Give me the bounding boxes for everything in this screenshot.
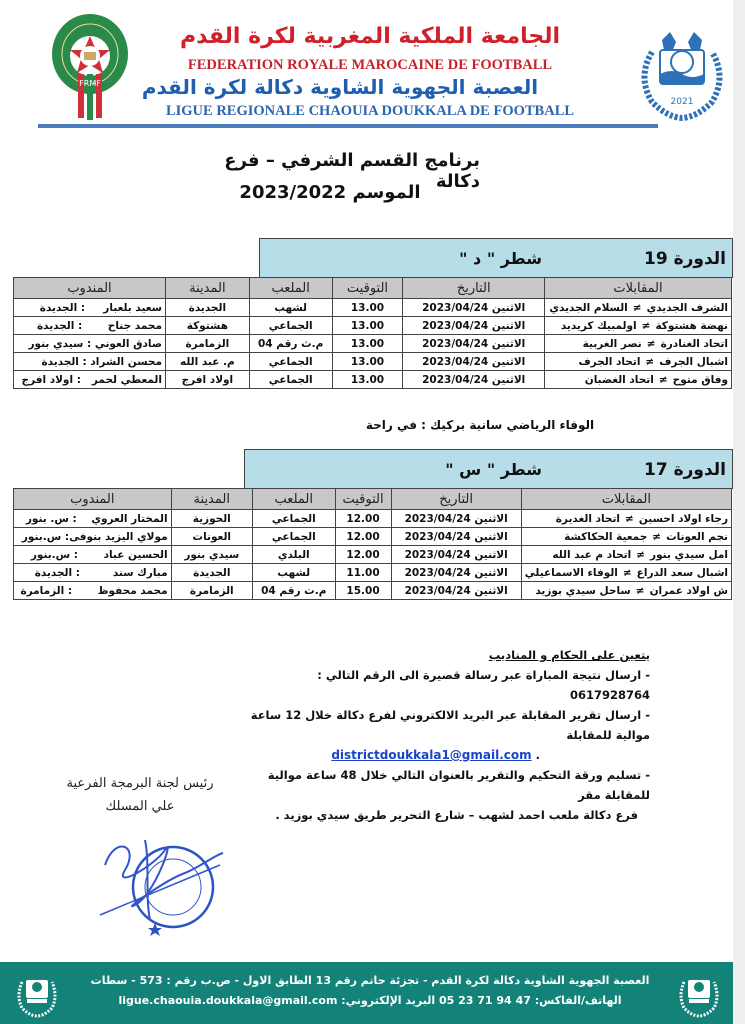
- match-row: [14, 582, 732, 600]
- match-date: الاثنين 2023/04/24: [391, 546, 521, 564]
- match-time: 13.00: [332, 353, 403, 371]
- match-cell: [521, 582, 731, 600]
- group-d-table: [13, 277, 732, 389]
- federation-name-french: FEDERATION ROYALE MAROCAINE DE FOOTBALL: [187, 57, 553, 73]
- col-header-city: المدينة: [165, 278, 249, 299]
- match-stadium: الجماعي: [252, 510, 335, 528]
- versus-icon: ≠: [652, 530, 662, 543]
- match-city: سيدي بنور: [171, 546, 252, 564]
- match-row: [14, 528, 732, 546]
- match-row: [14, 299, 732, 317]
- away-team: السلام الجديدي: [549, 301, 628, 314]
- home-team: اشبال الجرف: [659, 355, 728, 368]
- home-team: وفاق متوح: [672, 373, 728, 386]
- versus-icon: ≠: [632, 301, 642, 314]
- home-team: امل سيدي بنور: [650, 548, 728, 561]
- match-row: [14, 510, 732, 528]
- col-header-date: التاريخ: [391, 489, 521, 510]
- match-row: [14, 371, 732, 389]
- league-logo-footer-right-icon: [676, 968, 722, 1018]
- viewer-scroll-gutter: [733, 0, 745, 1024]
- col-header-delegate: المندوب: [14, 489, 172, 510]
- match-time: 12.00: [335, 510, 391, 528]
- frmf-logo-icon: [50, 12, 130, 120]
- col-header-matches: المقابلات: [545, 278, 732, 299]
- instruction-email-line: . districtdoukkala1@gmail.com: [331, 748, 540, 762]
- match-cell: [521, 528, 731, 546]
- match-time: 11.00: [335, 564, 391, 582]
- instructions-block: [240, 645, 650, 825]
- instruction-delivery-address: فرع دكالة ملعب احمد لشهب – شارع التحرير طريق سيدي بوزيد .: [275, 808, 638, 822]
- match-stadium: الجماعي: [249, 371, 332, 389]
- away-team: جمعية الحكاكشة: [564, 530, 648, 543]
- table-header-row: [14, 489, 732, 510]
- match-stadium: لشهب: [252, 564, 335, 582]
- home-team: اتحاد الغنادرة: [660, 337, 728, 350]
- away-team: الوفاء الاسماعيلي: [524, 566, 618, 579]
- league-name-french: LIGUE REGIONALE CHAOUIA DOUKKALA DE FOOTBALL: [165, 103, 575, 119]
- match-cell: [545, 353, 732, 371]
- match-stadium: البلدي: [252, 546, 335, 564]
- match-time: 13.00: [332, 371, 403, 389]
- versus-icon: ≠: [641, 319, 651, 332]
- col-header-delegate: المندوب: [14, 278, 166, 299]
- col-header-stadium: الملعب: [252, 489, 335, 510]
- match-stadium: الجماعي: [249, 353, 332, 371]
- versus-icon: ≠: [622, 566, 632, 579]
- away-team: اولمبيك كريديد: [560, 319, 637, 332]
- footer-bar: [0, 962, 733, 1024]
- versus-icon: ≠: [646, 337, 656, 350]
- official-stamp-icon: [95, 825, 225, 940]
- frmf-logo-text: FRMF: [79, 79, 101, 88]
- group-d-round: الدورة 19: [643, 249, 726, 269]
- footer-address: العصبة الجهوية الشاوية دكالة لكرة القدم - تجزئة حاتم رقم 13 الطابق الاول - ص.ب رقم : 573 - سطات: [90, 974, 650, 987]
- match-date: الاثنين 2023/04/24: [391, 528, 521, 546]
- match-city: م. عبد الله: [165, 353, 249, 371]
- match-time: 12.00: [335, 546, 391, 564]
- match-date: الاثنين 2023/04/24: [403, 299, 545, 317]
- match-city: الزمامرة: [171, 582, 252, 600]
- match-row: [14, 335, 732, 353]
- match-delegate: محمد محفوظ : الزمامرة: [14, 582, 172, 600]
- group-s-round: الدورة 17: [643, 460, 726, 480]
- league-logo-footer-left-icon: [14, 968, 60, 1018]
- match-city: اولاد افرج: [165, 371, 249, 389]
- instruction-email-report: - ارسال تقرير المقابلة عبر البريد الالكتروني لفرع دكالة خلال 12 ساعة موالية للمقابلة: [250, 708, 650, 742]
- league-logo-year: 2021: [670, 97, 694, 107]
- match-stadium: لشهب: [249, 299, 332, 317]
- match-row: [14, 546, 732, 564]
- home-team: اشبال سعد الدراع: [636, 566, 728, 579]
- match-stadium: م.ت رقم 04: [252, 582, 335, 600]
- match-cell: [521, 546, 731, 564]
- league-logo-icon: [632, 22, 732, 122]
- federation-name-arabic: الجامعة الملكية المغربية لكرة القدم: [179, 24, 560, 49]
- match-date: الاثنين 2023/04/24: [403, 353, 545, 371]
- match-stadium: م.ث رقم 04: [249, 335, 332, 353]
- match-delegate: صادق العوني : سيدي بنور: [14, 335, 166, 353]
- instruction-delivery: - تسليم ورقة التحكيم والتقرير بالعنوان التالي خلال 48 ساعة موالية للمقابلة مقر: [267, 768, 650, 802]
- match-time: 13.00: [332, 299, 403, 317]
- match-city: الزمامرة: [165, 335, 249, 353]
- match-date: الاثنين 2023/04/24: [403, 335, 545, 353]
- versus-icon: ≠: [645, 355, 655, 368]
- versus-icon: ≠: [625, 512, 634, 525]
- match-city: هشتوكة: [165, 317, 249, 335]
- match-city: العونات: [171, 528, 252, 546]
- match-date: الاثنين 2023/04/24: [391, 582, 521, 600]
- match-city: الجديدة: [171, 564, 252, 582]
- col-header-time: التوقيت: [332, 278, 403, 299]
- match-row: [14, 353, 732, 371]
- home-team: ش اولاد عمران: [649, 584, 728, 597]
- match-date: الاثنين 2023/04/24: [403, 317, 545, 335]
- match-cell: [545, 299, 732, 317]
- match-row: [14, 317, 732, 335]
- match-delegate: سعيد بلعبار : الجديدة: [14, 299, 166, 317]
- match-row: [14, 564, 732, 582]
- match-cell: [521, 564, 731, 582]
- match-delegate: مبارك سند : الجديدة: [14, 564, 172, 582]
- rest-team-note: الوفاء الرياضي سانية بركيك : في راحة: [365, 418, 595, 432]
- match-delegate: الحسين عباد : س.بنور: [14, 546, 172, 564]
- match-cell: [521, 510, 731, 528]
- league-name-arabic: العصبة الجهوية الشاوية دكالة لكرة القدم: [141, 75, 539, 99]
- versus-icon: ≠: [658, 373, 668, 386]
- away-team: اتحاد م عبد الله: [552, 548, 632, 561]
- table-header-row: [14, 278, 732, 299]
- match-delegate: محمد جناح : الجديدة: [14, 317, 166, 335]
- away-team: اتحاد الغضبان: [584, 373, 654, 386]
- group-s-label: شطر " س ": [445, 460, 542, 479]
- away-team: ساحل سيدي بوزيد: [535, 584, 631, 597]
- instruction-sms: - ارسال نتيجة المباراة عبر رسالة قصيرة الى الرقم التالي : 0617928764: [317, 668, 650, 702]
- instructions-title: يتعين على الحكام و المناديب: [488, 648, 650, 662]
- group-s-table: [13, 488, 732, 600]
- match-time: 13.00: [332, 335, 403, 353]
- match-time: 13.00: [332, 317, 403, 335]
- signatory-name: علي المسلك: [105, 799, 175, 814]
- col-header-date: التاريخ: [403, 278, 545, 299]
- group-s-banner: [244, 449, 733, 489]
- program-title: برنامج القسم الشرفي – فرع دكالة: [224, 150, 480, 192]
- match-date: الاثنين 2023/04/24: [391, 564, 521, 582]
- match-cell: [545, 335, 732, 353]
- match-date: الاثنين 2023/04/24: [403, 371, 545, 389]
- match-stadium: الجماعي: [252, 528, 335, 546]
- footer-contact: الهاتف/الفاكس: 47 94 71 23 05 البريد الإلكتروني: ligue.chaouia.doukkala@gmail.com: [118, 994, 622, 1007]
- away-team: اتحاد الجرف: [578, 355, 641, 368]
- match-time: 15.00: [335, 582, 391, 600]
- match-delegate: محسن الشراد : الجديدة: [14, 353, 166, 371]
- home-team: رجاء اولاد احسين: [638, 512, 728, 525]
- match-stadium: الجماعي: [249, 317, 332, 335]
- group-d-banner: [259, 238, 733, 278]
- match-cell: [545, 371, 732, 389]
- match-city: الجديدة: [165, 299, 249, 317]
- col-header-matches: المقابلات: [521, 489, 731, 510]
- home-team: نهضة هشتوكة: [655, 319, 728, 332]
- match-delegate: المعطي لحمر : اولاد افرج: [14, 371, 166, 389]
- signatory-title: رئيس لجنة البرمجة الفرعية: [66, 776, 214, 791]
- group-d-label: شطر " د ": [459, 249, 542, 268]
- match-city: الحوزية: [171, 510, 252, 528]
- col-header-time: التوقيت: [335, 489, 391, 510]
- season-title: الموسم 2023/2022: [239, 182, 421, 203]
- match-delegate: المختار العروي : س. بنور: [14, 510, 172, 528]
- versus-icon: ≠: [636, 548, 646, 561]
- district-email-link[interactable]: districtdoukkala1@gmail.com: [331, 748, 532, 762]
- away-team: اتحاد الغديرة: [555, 512, 621, 525]
- away-team: نصر الغربية: [582, 337, 642, 350]
- versus-icon: ≠: [635, 584, 645, 597]
- home-team: الشرف الجديدي: [646, 301, 728, 314]
- match-cell: [545, 317, 732, 335]
- col-header-city: المدينة: [171, 489, 252, 510]
- header-divider: [38, 124, 658, 128]
- match-delegate: مولاي اليزيد بنوفى: س.بنور: [14, 528, 172, 546]
- match-time: 12.00: [335, 528, 391, 546]
- home-team: نجم العونات: [666, 530, 728, 543]
- col-header-stadium: الملعب: [249, 278, 332, 299]
- match-date: الاثنين 2023/04/24: [391, 510, 521, 528]
